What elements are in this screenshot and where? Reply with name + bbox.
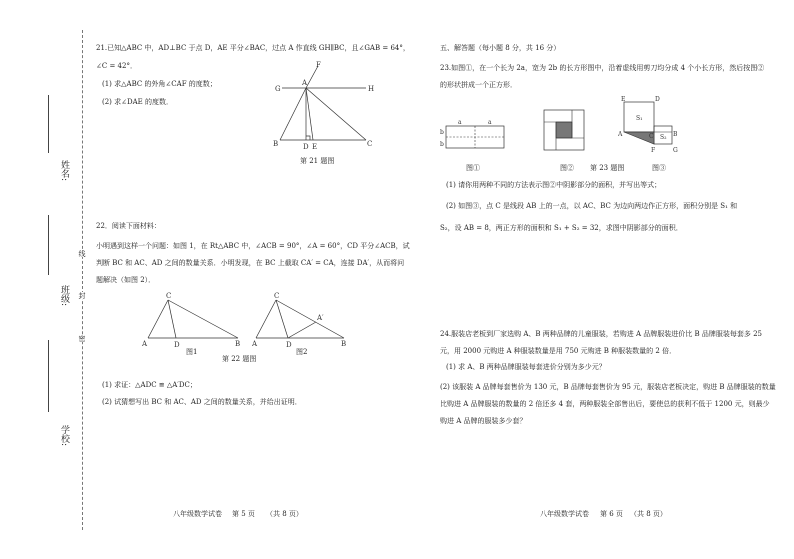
line-af — [306, 66, 318, 88]
segment-cd — [168, 300, 176, 338]
q22-sub2: (2) 试猜想写出 BC 和 AC、AD 之间的数量关系，并给出证明． — [102, 398, 302, 406]
fig2-label-a: A — [252, 340, 258, 348]
right-footer-total: （共 8 页） — [630, 510, 667, 518]
q23-figure-2 — [540, 106, 590, 156]
q22-sub1: (1) 求证：△ADC ≌ △A′DC； — [102, 381, 197, 389]
q22-fig-caption: 第 22 题图 — [222, 355, 257, 363]
fig3-label-f: F — [651, 147, 656, 154]
fig3-label-a: A — [618, 131, 623, 138]
label-b-top: b — [440, 129, 444, 136]
q23-fig-caption: 第 23 题图 — [590, 164, 625, 172]
fig2-label-a-prime: A′ — [317, 314, 324, 322]
seal-char-xian: 线 — [78, 250, 86, 257]
q23-fig2-caption: 图② — [560, 164, 574, 172]
seal-char-feng: 封 — [78, 292, 86, 299]
q22-fig2-caption: 图2 — [296, 348, 308, 356]
name-label: 姓名: — [59, 160, 69, 182]
fig3-label-c: C — [649, 133, 654, 140]
q21-sub1: (1) 求△ABC 的外角∠CAF 的度数； — [102, 80, 217, 88]
label-a: A — [302, 79, 308, 87]
q21-fig-caption: 第 21 题图 — [300, 157, 335, 165]
q21-sub2: (2) 求∠DAE 的度数． — [102, 98, 174, 106]
q23-figure-3 — [618, 96, 684, 162]
fig3-label-s2: S₂ — [660, 134, 667, 141]
q22-fig1-caption: 图1 — [186, 348, 198, 356]
line-ac — [306, 88, 366, 140]
label-c: C — [367, 140, 373, 148]
q24-text: 24.服装店老板到厂家选购 A、B 两种品牌的儿童服装，若购进 A 品牌服装进价比 B 品牌服装每套多 25 元，用 2000 元购进 A 种服装数量是用 750 元购进 B 种服装数量的 2 倍． — [440, 330, 763, 355]
q23-sub2-line1: (2) 如图③，点 C 是线段 AB 上的一点，以 AC、BC 为边向两边作正方形，面积分别是 S₁ 和 — [446, 202, 738, 210]
class-label: 班级: — [59, 285, 69, 307]
label-a-right: a — [488, 119, 492, 126]
q23-sub1: (1) 请你用两种不同的方法表示图②中阴影部分的面积，并写出等式； — [446, 181, 662, 189]
fig1-label-b: B — [235, 340, 241, 348]
fig1-label-a: A — [142, 340, 148, 348]
label-g: G — [275, 85, 281, 93]
line-ae — [306, 88, 313, 140]
label-b: B — [273, 140, 279, 148]
school-blank-line — [48, 340, 49, 412]
label-a-left: a — [458, 119, 462, 126]
fig3-label-g: G — [673, 147, 678, 154]
side-cb — [168, 300, 238, 338]
fig2-label-c: C — [274, 292, 280, 300]
left-footer-total: （共 8 页） — [266, 510, 303, 518]
label-h: H — [368, 85, 375, 93]
left-footer-subject: 八年级数学试卷 — [173, 510, 222, 518]
q22-paragraph: 小明遇到这样一个问题：如图 1，在 Rt△ABC 中，∠ACB = 90°，∠A = 60°，CD 平分∠ACB，试判断 BC 和 AC、AD 之间的数量关系．小明发现，在 BC 上截取 CA′ = CA，连接 DA′，从而将问题解决（如图 2）． — [96, 242, 410, 284]
name-blank-line — [48, 95, 49, 153]
q23-fig1-caption: 图① — [466, 164, 480, 172]
fig1-label-d: D — [174, 341, 180, 349]
shaded-inner-square — [556, 122, 572, 138]
side-ca — [148, 300, 168, 338]
segment-da-prime — [288, 322, 316, 338]
section-heading: 五、解答题（每小题 8 分，共 16 分） — [440, 44, 561, 52]
fig3-label-e: E — [621, 96, 626, 103]
side-ca — [256, 300, 276, 338]
q24-sub1: (1) 求 A、B 两种品牌服装每套进价分别为多少元？ — [446, 363, 606, 371]
label-e: E — [312, 143, 318, 151]
label-d: D — [303, 143, 309, 151]
fig3-label-d: D — [655, 96, 660, 103]
seal-dashed-line — [82, 30, 83, 530]
right-footer-page: 第 6 页 — [600, 510, 623, 518]
q21-text-line2: ∠C = 42°． — [96, 62, 137, 70]
fig1-label-c: C — [166, 292, 172, 300]
right-angle-mark — [306, 136, 310, 140]
q22-figure-2 — [252, 290, 352, 352]
fig2-label-d: D — [286, 341, 292, 349]
q22-intro: 22．阅读下面材料： — [96, 222, 161, 230]
fig3-label-b: B — [673, 131, 678, 138]
fig2-label-b: B — [341, 340, 347, 348]
label-f: F — [316, 61, 321, 69]
right-footer-subject: 八年级数学试卷 — [540, 510, 589, 518]
line-ab — [280, 88, 306, 140]
q23-fig3-caption: 图③ — [652, 164, 666, 172]
q23-text: 23.如图①，在一个长为 2a，宽为 2b 的长方形图中，沿着虚线用剪刀均分成 4 个小长方形，然后按图②的形状拼成一个正方形． — [440, 64, 765, 89]
q22-figure-1 — [140, 290, 244, 352]
left-footer-page: 第 5 页 — [232, 510, 255, 518]
school-label: 学校: — [59, 425, 69, 447]
q21-text-line1: 21.已知△ABC 中，AD⊥BC 于点 D，AE 平分∠BAC，过点 A 作直线 GH∥BC，且∠GAB = 64°， — [96, 44, 410, 52]
q21-figure — [270, 58, 380, 166]
seal-char-mi: 密 — [78, 335, 86, 342]
fig3-label-s1: S₁ — [636, 115, 643, 122]
q23-sub2-line2: S₂，设 AB = 8，两正方形的面积和 S₁ + S₂ = 32，求图中阴影部分的面积． — [440, 224, 683, 232]
class-blank-line — [48, 215, 49, 275]
label-b-bottom: b — [440, 141, 444, 148]
q23-figure-1 — [440, 118, 512, 158]
q24-sub2: (2) 该服装 A 品牌每套售价为 130 元，B 品牌每套售价为 95 元，服装店老板决定，购进 B 品牌服装的数量比购进 A 品牌服装的数量的 2 倍还多 4 套，两种服装全部售出后，要使总的获利不低于 1200 元，则最少购进 A 品牌的服装多少套？ — [440, 383, 776, 425]
